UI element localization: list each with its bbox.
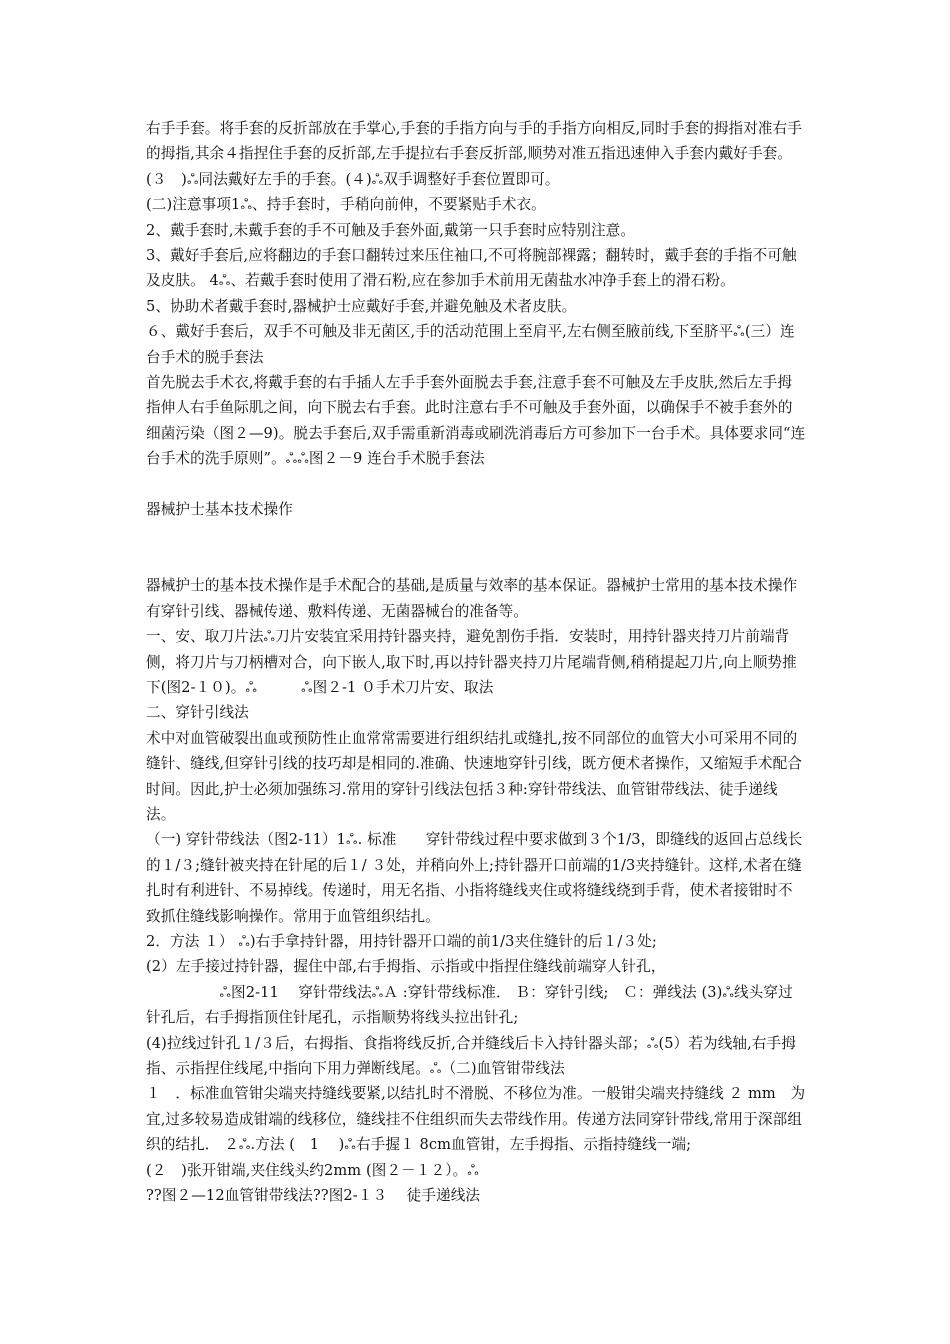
paragraph: 术中对血管破裂出血或预防性止血常常需要进行组织结扎或缝扎,按不同部位的血管大小可采用不同的缝针、缝线,但穿针引线的技巧却是相同的.准确、快速地穿针引线，既方便术者操作，又缩短手术配合时间。因此,护士必须加强练习.常用的穿针引线法包括３种:穿针带线法、血管钳带线法、徒手递线法。 (146, 729, 803, 823)
paragraph: ஃ图2-11 穿针带线法ஃＡ :穿针带线标准． Ｂ：穿针引线; Ｃ：弹线法 (3)ஃ线头穿过针孔后，右手拇指顶住针尾孔，示指顺势将线头拉出针孔; (146, 983, 793, 1027)
document-body (146, 116, 806, 1208)
paragraph: ６、戴好手套后，双手不可触及非无菌区,手的活动范围上至肩平,左右侧至腋前线,下至脐平ஃ(三）连台手术的脱手套法 (146, 323, 795, 366)
paragraph: 首先脱去手术衣,将戴手套的右手插人左手手套外面脱去手套,注意手套不可触及左手皮肤,然后左手拇指伸人右手鱼际肌之间，向下脱去右手套。此时注意右手不可触及手套外面，以确保手不被手套外的细菌污染（图２—9)。脱去手套后,双手需重新消毒或刷洗消毒后方可参加下一台手术。具体要求同“连台手术的洗手原则”。ஃஃ图２－9 连台手术脱手套法 (146, 374, 806, 468)
paragraph: 器械护士的基本技术操作是手术配合的基础,是质量与效率的基本保证。器械护士常用的基本技术操作有穿针引线、器械传递、敷料传递、无菌器械台的准备等。 (146, 577, 798, 620)
subheading: 二、穿针引线法 (146, 704, 249, 722)
paragraph: １ ．标准血管钳尖端夹持缝线要紧,以结扎时不滑脱、不移位为准。一般钳尖端夹持缝线 ２ mm 为宜,过多较易造成钳端的线移位，缝线挂不住组织而失去带线作用。传递方法同穿针带线,常用于深部组织的结扎． ２ஃ.方法 ( 1 )ஃ右手握１ 8cm血管钳，左手拇指、示指持缝线一端; (146, 1085, 806, 1154)
figure-captions: ??图２—12血管钳带线法??图2-１３ 徒手递线法 (146, 1187, 481, 1205)
paragraph: (2）左手接过持针器，握住中部,右手拇指、示指或中指捏住缝线前端穿人针孔， (146, 958, 666, 976)
paragraph: (２ )张开钳端,夹住线头约2mm (图２－１２）。ஃ (146, 1161, 479, 1179)
paragraph: （一) 穿针带线法（图2-11）1ஃ. 标准 穿针带线过程中要求做到３个1/3，即缝线的返回占总线长的１/３;缝针被夹持在针尾的后１/ ３处，并稍向外上;持针器开口前端的1/3夹持缝针。这样,术者在缝扎时有利进针、不易掉线。传递时，用无名指、小指将缝线夹住或将缝线绕到手背，使术者接钳时不致抓住缝线影响操作。常用于血管组织结扎。 (146, 831, 803, 925)
paragraph: 5、协助术者戴手套时,器械护士应戴好手套,并避免触及术者皮肤。 (146, 297, 577, 315)
paragraph: (4)拉线过针孔１/３后，右拇指、食指将线反折,合并缝线后卡入持针器头部；ஃ(5）若为线轴,右手拇指、示指捏住线尾,中指向下用力弹断线尾。ஃ（二)血管钳带线法 (146, 1034, 796, 1077)
blank-line (146, 522, 806, 573)
section-heading: 器械护士基本技术操作 (146, 501, 293, 519)
paragraph: 3、戴好手套后,应将翻边的手套口翻转过来压住袖口,不可将腕部裸露；翻转时，戴手套的手指不可触及皮肤。 4ஃ、若戴手套时使用了滑石粉,应在参加手术前用无菌盐水冲净手套上的滑石粉。 (146, 247, 797, 290)
paragraph: 2、戴手套时,未戴手套的手不可触及手套外面,戴第一只手套时应特别注意。 (146, 221, 636, 239)
paragraph: 右手手套。将手套的反折部放在手掌心,手套的手指方向与手的手指方向相反,同时手套的拇指对准右手的拇指,其余４指捏住手套的反折部,左手提拉右手套反折部,顺势对准五指迅速伸入手套内戴好手套。(３ )ஃ同法戴好左手的手套。(４)ஃ双手调整好手套位置即可。 (146, 120, 803, 188)
paragraph: (二)注意事项1ஃ、持手套时，手稍向前伸，不要紧贴手术衣。 (146, 196, 546, 214)
blank-line (146, 472, 806, 497)
paragraph: 一、安、取刀片法ஃ刀片安装宜采用持针器夹持，避免割伤手指．安装时，用持针器夹持刀片前端背侧，将刀片与刀柄槽对合，向下嵌人,取下时,再以持针器夹持刀片尾端背侧,稍稍提起刀片,向上顺势推下(图2-１０)。ஃ ஃ图２-1 ０手术刀片安、取法 (146, 628, 797, 696)
paragraph: 2．方法 １） ஃ)右手拿持针器，用持针器开口端的前1/3夹住缝针的后１/３处; (146, 932, 657, 950)
